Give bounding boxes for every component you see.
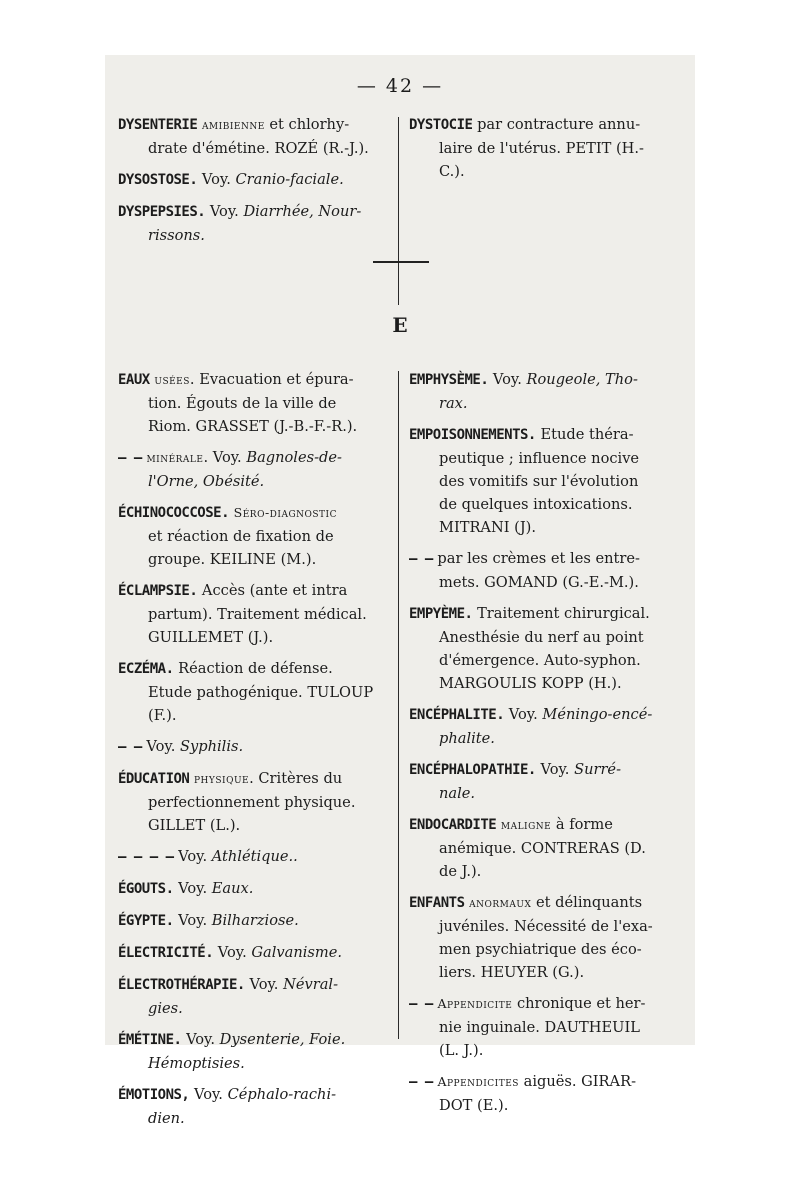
- index-entry: [118, 877, 398, 901]
- entry-line: groupe. KEILINE (M.).: [148, 551, 317, 568]
- entry-heading: ÉGYPTE.: [118, 913, 174, 929]
- entry-reference-line: nale.: [439, 785, 476, 802]
- entry-text: Accès (ante et intra: [197, 582, 348, 599]
- index-entry: [118, 657, 398, 727]
- index-entry: [118, 973, 398, 1020]
- entry-heading: ÉMÉTINE.: [118, 1032, 182, 1048]
- entry-text: Voy.: [141, 738, 181, 755]
- top-right-column: [409, 113, 689, 191]
- entry-reference: Cranio-faciale.: [235, 171, 344, 188]
- entry-heading: ÉLECTRICITÉ.: [118, 945, 214, 961]
- entry-heading: ÉCLAMPSIE.: [118, 583, 198, 599]
- top-column-divider: [398, 117, 399, 305]
- entry-line: laire de l'utérus. PETIT (H.-: [439, 140, 644, 157]
- entry-heading: — —: [118, 739, 142, 755]
- entry-line: d'émergence. Auto-syphon.: [439, 652, 641, 669]
- entry-line: Etude pathogénique. TULOUP: [148, 684, 374, 701]
- entry-text: Voy.: [173, 880, 212, 897]
- index-entry: [118, 200, 398, 247]
- top-left-column: [118, 113, 398, 255]
- entry-line: nie inguinale. DAUTHEUIL: [439, 1019, 640, 1036]
- entry-heading: ÉMOTIONS,: [118, 1087, 190, 1103]
- index-entry: [118, 113, 398, 160]
- entry-text: . Voy.: [203, 449, 247, 466]
- entry-line: (L. J.).: [439, 1042, 484, 1059]
- entry-reference: Eaux.: [211, 880, 254, 897]
- index-page: [105, 55, 695, 1127]
- entry-reference: Méningo-encé-: [542, 706, 653, 723]
- entry-text: Voy.: [205, 203, 244, 220]
- entry-reference-line: rissons.: [148, 227, 205, 244]
- index-entry: [118, 368, 398, 438]
- entry-text: par contracture annu-: [472, 116, 641, 133]
- index-entry: [409, 602, 689, 695]
- entry-qualifier: amibienne: [201, 117, 265, 132]
- entry-heading: — —: [409, 551, 433, 567]
- index-entry: [409, 368, 689, 415]
- entry-heading: EAUX: [118, 372, 150, 388]
- entry-heading: DYSENTERIE: [118, 117, 198, 133]
- entry-line: partum). Traitement médical.: [148, 606, 367, 623]
- entry-reference-line: Hémoptisies.: [148, 1055, 245, 1072]
- entry-line: peutique ; influence nocive: [439, 450, 640, 467]
- index-entry: [118, 909, 398, 933]
- entry-text: Voy.: [173, 848, 212, 865]
- entry-reference: Céphalo-rachi-: [227, 1086, 337, 1103]
- entry-text: Voy.: [197, 171, 236, 188]
- entry-line: mets. GOMAND (G.-E.-M.).: [439, 574, 639, 591]
- entry-text: Voy.: [244, 976, 284, 993]
- index-entry: [118, 1028, 398, 1075]
- entry-heading: DYSTOCIE: [409, 117, 473, 133]
- entry-reference: Dysenterie, Foie.: [219, 1031, 346, 1048]
- index-entry: [409, 547, 689, 594]
- right-column: [409, 368, 689, 1125]
- index-entry: [118, 168, 398, 192]
- entry-text: Voy.: [535, 761, 575, 778]
- entry-line: (F.).: [148, 707, 177, 724]
- entry-reference: Syphilis.: [180, 738, 244, 755]
- entry-line: perfectionnement physique.: [148, 794, 356, 811]
- entry-text: Etude théra-: [535, 426, 634, 443]
- index-entry: [409, 703, 689, 750]
- entry-qualifier: physique: [194, 771, 250, 786]
- left-column: [118, 368, 398, 1138]
- entry-reference: Surré-: [574, 761, 621, 778]
- entry-line: anémique. CONTRERAS (D.: [439, 840, 646, 857]
- entry-qualifier: anormaux: [469, 895, 532, 910]
- entry-text: . Evacuation et épura-: [189, 371, 354, 388]
- entry-line: Riom. GRASSET (J.-B.-F.-R.).: [148, 418, 358, 435]
- entry-qualifier: maligne: [500, 817, 552, 832]
- index-entry: [409, 758, 689, 805]
- entry-line: des vomitifs sur l'évolution: [439, 473, 639, 490]
- entry-text: par les crèmes et les entre-: [432, 550, 640, 567]
- entry-line: de quelques intoxications.: [439, 496, 633, 513]
- entry-reference-line: rax.: [439, 395, 468, 412]
- index-entry: [409, 992, 689, 1062]
- entry-reference: Rougeole, Tho-: [526, 371, 638, 388]
- entry-reference: Athlétique..: [211, 848, 298, 865]
- entry-text: Voy.: [181, 1031, 220, 1048]
- entry-line: C.).: [439, 163, 465, 180]
- entry-reference-line: phalite.: [439, 730, 495, 747]
- entry-line: de J.).: [439, 863, 482, 880]
- entry-heading: ECZÉMA.: [118, 661, 174, 677]
- entry-line: liers. HEUYER (G.).: [439, 964, 585, 981]
- entry-heading: ÉGOUTS.: [118, 881, 174, 897]
- index-entry: [118, 845, 398, 869]
- index-entry: [118, 941, 398, 965]
- entry-text: aiguës. GIRAR-: [518, 1073, 637, 1090]
- index-entry: [118, 767, 398, 837]
- entry-reference-line: l'Orne, Obésité.: [148, 473, 265, 490]
- entry-text: . Critères du: [249, 770, 343, 787]
- entry-text: Voy.: [504, 706, 543, 723]
- entry-heading: DYSOSTOSE.: [118, 172, 198, 188]
- entry-text: Traitement chirurgical.: [472, 605, 650, 622]
- index-entry: [118, 501, 398, 571]
- entry-line: et réaction de fixation de: [148, 528, 334, 545]
- index-entry: [409, 113, 689, 183]
- entry-reference-line: dien.: [148, 1110, 185, 1127]
- entry-line: tion. Égouts de la ville de: [148, 395, 337, 412]
- entry-reference: Névral-: [283, 976, 339, 993]
- entry-reference-line: gies.: [148, 1000, 183, 1017]
- entry-heading: ÉCHINOCOCCOSE.: [118, 505, 230, 521]
- entry-heading: — —: [409, 1074, 433, 1090]
- index-entry: [409, 1070, 689, 1117]
- index-entry: [118, 735, 398, 759]
- entry-reference: Bilharziose.: [211, 912, 299, 929]
- entry-heading: — — — —: [118, 849, 174, 865]
- entry-qualifier: usées: [154, 372, 190, 387]
- entry-heading: ENFANTS: [409, 895, 465, 911]
- entry-reference: Diarrhée, Nour-: [243, 203, 362, 220]
- entry-heading: DYSPEPSIES.: [118, 204, 206, 220]
- index-entry: [409, 423, 689, 539]
- entry-heading: — —: [118, 450, 142, 466]
- entry-line: MITRANI (J).: [439, 519, 537, 536]
- entry-text: Voy.: [488, 371, 527, 388]
- entry-text: Voy.: [173, 912, 212, 929]
- entry-line: drate d'émétine. ROZÉ (R.-J.).: [148, 140, 369, 157]
- entry-line: MARGOULIS KOPP (H.).: [439, 675, 622, 692]
- entry-line: Anesthésie du nerf au point: [439, 629, 644, 646]
- entry-qualifier: Séro-diagnostic: [233, 505, 337, 520]
- entry-text: et délinquants: [531, 894, 643, 911]
- entry-heading: — —: [409, 996, 433, 1012]
- entry-heading: ÉLECTROTHÉRAPIE.: [118, 977, 245, 993]
- entry-heading: EMPOISONNEMENTS.: [409, 427, 536, 443]
- entry-heading: EMPHYSÈME.: [409, 372, 489, 388]
- index-entry: [118, 1083, 398, 1130]
- entry-reference: Bagnoles-de-: [246, 449, 342, 466]
- entry-text: et chlorhy-: [264, 116, 350, 133]
- entry-heading: ÉDUCATION: [118, 771, 190, 787]
- entry-qualifier: Appendicite: [437, 996, 513, 1011]
- index-entry: [409, 891, 689, 984]
- entry-line: GUILLEMET (J.).: [148, 629, 274, 646]
- section-letter: E: [392, 313, 408, 337]
- entry-qualifier: minérale: [146, 450, 204, 465]
- column-divider: [398, 371, 399, 1039]
- page-number: — 42 —: [356, 75, 444, 97]
- entry-text: Voy.: [213, 944, 252, 961]
- entry-text: à forme: [551, 816, 613, 833]
- entry-qualifier: Appendicites: [437, 1074, 519, 1089]
- entry-heading: ENDOCARDITE: [409, 817, 497, 833]
- entry-heading: EMPYÈME.: [409, 606, 473, 622]
- index-entry: [118, 579, 398, 649]
- entry-text: Voy.: [189, 1086, 228, 1103]
- section-divider: [373, 261, 429, 263]
- entry-heading: ENCÉPHALOPATHIE.: [409, 762, 536, 778]
- entry-text: chronique et her-: [512, 995, 646, 1012]
- entry-line: men psychiatrique des éco-: [439, 941, 642, 958]
- index-entry: [118, 446, 398, 493]
- entry-text: Réaction de défense.: [173, 660, 333, 677]
- entry-line: GILLET (L.).: [148, 817, 241, 834]
- entry-heading: ENCÉPHALITE.: [409, 707, 505, 723]
- index-entry: [409, 813, 689, 883]
- entry-reference: Galvanisme.: [251, 944, 343, 961]
- entry-line: juvéniles. Nécessité de l'exa-: [439, 918, 653, 935]
- entry-line: DOT (E.).: [439, 1097, 509, 1114]
